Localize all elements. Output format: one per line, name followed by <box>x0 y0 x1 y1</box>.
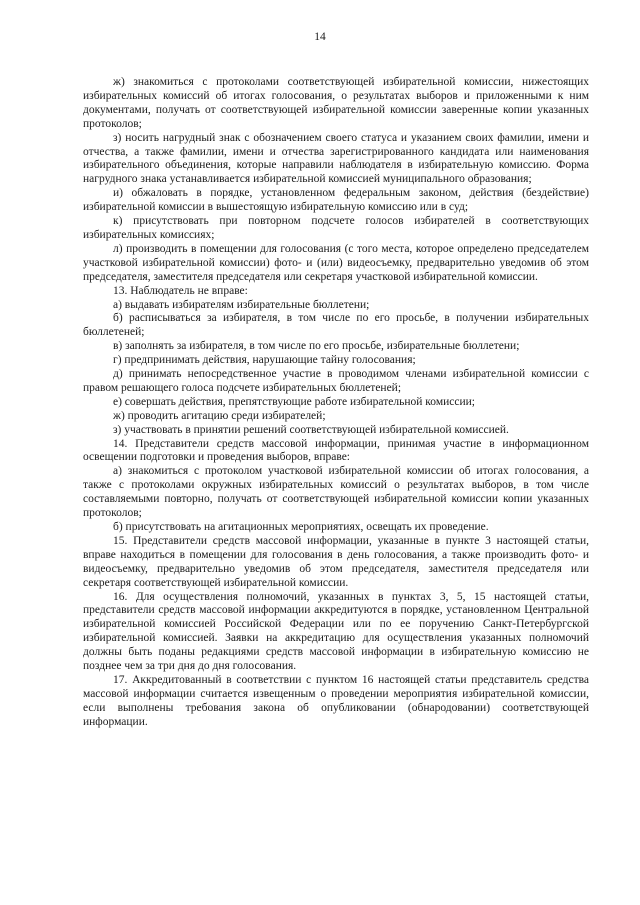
paragraph: ж) знакомиться с протоколами соответствующей избирательной комиссии, нижестоящих избирательных комиссий об итогах голосования, о результатах выборов и приложенными к ним документами, получать от соответствующей избирательной комиссии заверенные копии указанных протоколов; <box>83 76 589 130</box>
paragraph: б) присутствовать на агитационных мероприятиях, освещать их проведение. <box>113 521 489 533</box>
paragraph: а) знакомиться с протоколом участковой избирательной комиссии об итогах голосования, а также с протоколами окружных избирательных комиссий о результатах выборов, в том числе составляемыми повторно, получать от соответствующей избирательной комиссии копии указанных протоколов; <box>83 465 589 520</box>
paragraph: а) выдавать избирателям избирательные бюллетени; <box>113 298 370 311</box>
paragraph: к) присутствовать при повторном подсчете голосов избирателей в соответствующих избирательных комиссиях; <box>83 215 589 241</box>
paragraph: 17. Аккредитованный в соответствии с пунктом 16 настоящей статьи представитель средства массовой информации считается извещенным о проведении мероприятия избирательной комиссии, если выполнены требования закона об опубликовании (обнародовании) соответствующей информации. <box>83 673 589 728</box>
paragraph: 15. Представители средств массовой информации, указанные в пункте 3 настоящей статьи, вправе находиться в помещении для голосования в день голосования, а также производить фото- и видеосъемку, предварительно уведомив об этом председателя, заместителя председателя или секретаря соответствующей избирательной комиссии. <box>83 534 589 589</box>
document-body <box>83 76 589 730</box>
paragraph: 14. Представители средств массовой информации, принимая участие в информационном освещении подготовки и проведения выборов, вправе: <box>83 437 589 464</box>
paragraph: л) производить в помещении для голосования (с того места, которое определено председателем участковой избирательной комиссии) фото- и (или) видеосъемку, предварительно уведомив об этом председателя, заместителя председателя или секретаря участковой избирательной комиссии. <box>83 242 589 283</box>
section-heading: 13. Наблюдатель не вправе: <box>113 284 248 297</box>
paragraph: ж) проводить агитацию среди избирателей; <box>113 409 326 422</box>
paragraph: з) носить нагрудный знак с обозначением своего статуса и указанием своих фамилии, имени и отчества, а также фамилии, имени и отчества зарегистрированного кандидата или наименования избирательного объединения, которые направили наблюдателя в избирательную комиссию. Форма нагрудного знака устанавливается избирательной комиссией муниципального образования; <box>83 131 589 186</box>
paragraph: д) принимать непосредственное участие в проводимом членами избирательной комиссии с правом решающего голоса подсчете избирательных бюллетеней; <box>83 368 589 394</box>
page-number: 14 <box>314 31 326 43</box>
paragraph: и) обжаловать в порядке, установленном федеральным законом, действия (бездействие) избирательной комиссии в вышестоящую избирательную комиссию или в суд; <box>83 187 589 214</box>
paragraph: 16. Для осуществления полномочий, указанных в пунктах 3, 5, 15 настоящей статьи, представители средств массовой информации аккредитуются в порядке, установленном Центральной избирательной комиссией Российской Федерации или по ее поручению Санкт-Петербургской избирательной комиссией. Заявки на аккредитацию для осуществления указанных полномочий должны быть поданы редакциями средств массовой информации в избирательную комиссию не позднее чем за три дня до дня голосования. <box>83 590 589 673</box>
paragraph: г) предпринимать действия, нарушающие тайну голосования; <box>113 354 416 367</box>
paragraph: б) расписываться за избирателя, в том числе по его просьбе, в получении избирательных бюллетеней; <box>83 312 589 339</box>
paragraph: з) участвовать в принятии решений соответствующей избирательной комиссией. <box>113 423 509 436</box>
paragraph: е) совершать действия, препятствующие работе избирательной комиссии; <box>113 395 475 408</box>
paragraph: в) заполнять за избирателя, в том числе по его просьбе, избирательные бюллетени; <box>113 340 520 353</box>
